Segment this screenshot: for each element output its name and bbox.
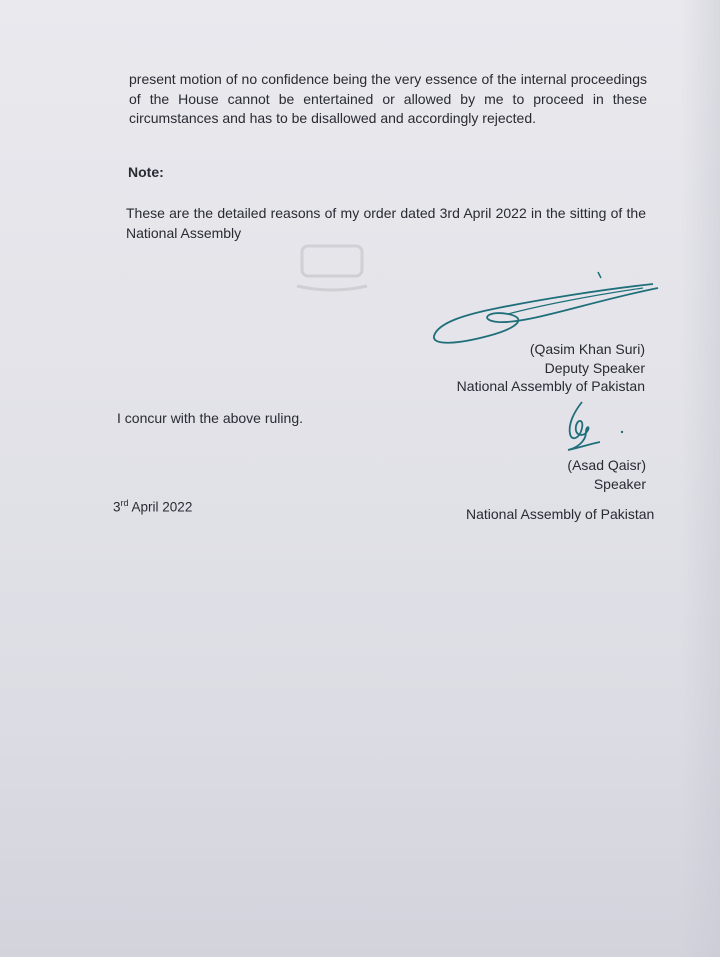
deputy-speaker-org: National Assembly of Pakistan — [456, 378, 645, 394]
deputy-speaker-signature — [428, 266, 668, 350]
concurrence-text: I concur with the above ruling. — [117, 410, 303, 426]
deputy-speaker-name: (Qasim Khan Suri) — [529, 341, 645, 357]
page-edge-shadow — [680, 0, 720, 957]
speaker-title: Speaker — [593, 475, 646, 492]
deputy-speaker-block — [457, 340, 645, 396]
date-rest: April 2022 — [128, 499, 193, 515]
date-suffix: rd — [120, 498, 129, 508]
speaker-name: (Asad Qaisr) — [567, 457, 646, 473]
note-label: Note: — [128, 164, 164, 180]
ruling-paragraph: present motion of no confidence being the very essence of the internal proceedings of the House cannot be entertained or allowed by me to proceed in these circumstances and has to be disallowed and accordingly rejected. — [129, 71, 647, 126]
deputy-speaker-title: Deputy Speaker — [544, 359, 645, 376]
speaker-block — [567, 456, 646, 493]
note-paragraph: These are the detailed reasons of my order dated 3rd April 2022 in the sitting of the National Assembly — [126, 205, 646, 241]
ruling-date — [113, 498, 192, 515]
date-day: 3 — [113, 499, 121, 515]
speaker-org: National Assembly of Pakistan — [466, 506, 655, 522]
speaker-signature — [560, 398, 630, 456]
faded-emblem-stamp — [292, 238, 372, 298]
